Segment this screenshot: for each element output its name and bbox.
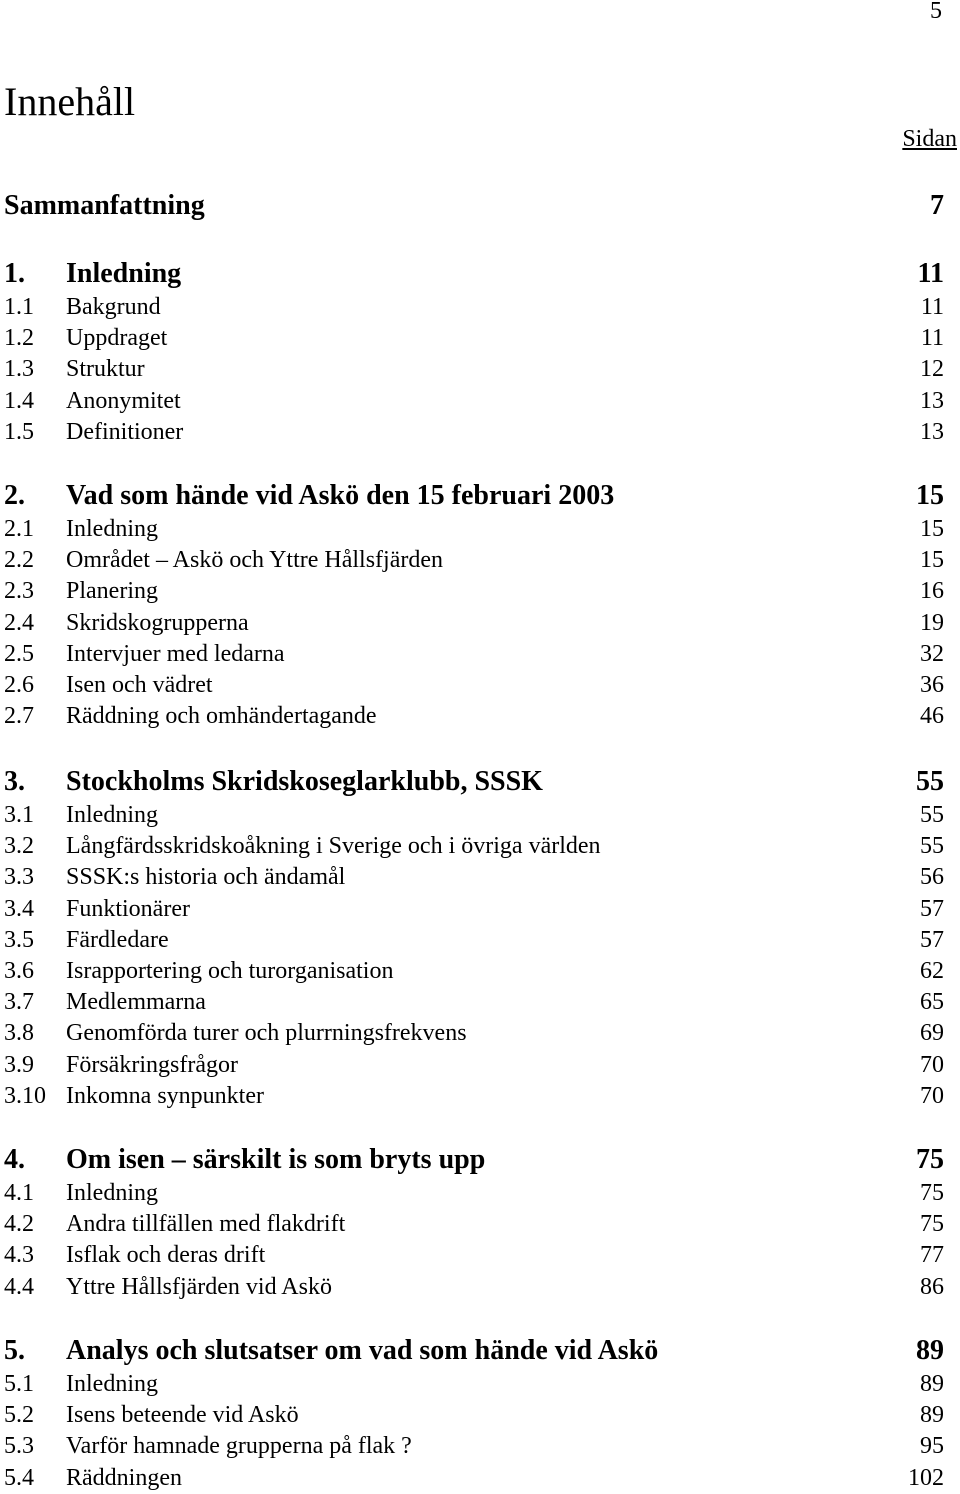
page-title: Innehåll: [4, 79, 136, 124]
toc-entry-row[interactable]: [4, 386, 944, 417]
toc-entry-row[interactable]: [4, 701, 944, 732]
toc-chapter-number: 4.: [4, 1144, 25, 1175]
toc-entry-row[interactable]: [4, 639, 944, 670]
toc-entry-number: 2.6: [4, 671, 34, 698]
toc-page-number: 11: [920, 325, 944, 352]
toc-page-number: 89: [920, 1402, 944, 1429]
toc-entry-row[interactable]: [4, 1018, 944, 1049]
toc-page-number: 19: [920, 609, 944, 636]
toc-entry-row[interactable]: [4, 417, 944, 448]
toc-entry-row[interactable]: [4, 894, 944, 925]
toc-entry-label: Inledning: [66, 516, 158, 542]
toc-entry-row[interactable]: [4, 354, 944, 385]
toc-entry-label: Varför hamnade grupperna på flak ?: [66, 1433, 412, 1460]
toc-entry-label: Området – Askö och Yttre Hållsfjärden: [66, 547, 444, 574]
toc-entry-number: 5.3: [4, 1433, 34, 1460]
toc-entry-number: 3.4: [4, 895, 34, 922]
toc-entry-number: 2.1: [4, 516, 34, 542]
toc-entry-number: 1.1: [4, 294, 34, 320]
toc-entry-label: Intervjuer med ledarna: [66, 640, 285, 667]
toc-entry-number: 2.3: [4, 578, 34, 605]
toc-entry-number: 2.4: [4, 609, 34, 636]
toc-entry-row[interactable]: [4, 1400, 944, 1431]
toc-entry-row[interactable]: [4, 545, 944, 576]
toc-page-number: 95: [920, 1433, 944, 1460]
toc-chapter-row[interactable]: [4, 764, 944, 800]
toc-entry-row[interactable]: [4, 1431, 944, 1462]
toc-entry-row[interactable]: [4, 956, 944, 987]
toc-page-number: 32: [920, 640, 944, 667]
toc-entry-row[interactable]: [4, 1369, 944, 1400]
toc-page-number: 56: [920, 864, 944, 891]
toc-page-number: 13: [920, 387, 944, 414]
toc-section: [4, 1142, 944, 1303]
toc-entry-label: Definitioner: [66, 418, 184, 445]
toc-entry-label: Långfärdsskridskoåkning i Sverige och i övriga världen: [66, 833, 601, 860]
toc-section: [4, 764, 944, 1112]
toc-page-number: 12: [920, 356, 944, 383]
toc-entry-number: 3.7: [4, 989, 34, 1016]
toc-entry-row[interactable]: [4, 292, 944, 323]
toc-page-number: 57: [920, 895, 944, 922]
toc-entry-number: 3.3: [4, 864, 34, 891]
toc-entry-row[interactable]: [4, 1050, 944, 1081]
toc-entry-number: 3.5: [4, 926, 34, 953]
toc-page-number: 57: [920, 926, 944, 953]
toc-chapter-number: 1.: [4, 258, 25, 289]
toc-entry-label: Uppdraget: [66, 325, 168, 352]
toc-entry-label: Medlemmarna: [66, 989, 206, 1016]
toc-chapter-number: 2.: [4, 480, 25, 511]
toc-entry-label: Planering: [66, 578, 158, 605]
toc-entry-label: Färdledare: [66, 926, 169, 953]
toc-entry-label: Bakgrund: [66, 294, 161, 320]
toc-page-number: 11: [920, 294, 944, 320]
toc-page-number: 55: [916, 766, 944, 797]
toc-entry-row[interactable]: [4, 670, 944, 701]
toc-entry-number: 5.2: [4, 1402, 34, 1429]
toc-entry-row[interactable]: [4, 1240, 944, 1271]
toc-entry-row[interactable]: [4, 800, 944, 831]
toc-page-number: 46: [920, 703, 944, 730]
toc-entry-number: 1.2: [4, 325, 34, 352]
toc-entry-row[interactable]: [4, 323, 944, 354]
toc-entry-number: 3.8: [4, 1020, 34, 1047]
toc-chapter-title: Om isen – särskilt is som bryts upp: [66, 1144, 486, 1175]
toc-entry-row[interactable]: [4, 576, 944, 607]
toc-entry-label: Israpportering och turorganisation: [66, 957, 394, 984]
toc-entry-label: Andra tillfällen med flakdrift: [66, 1211, 346, 1238]
toc-entry-number: 3.2: [4, 833, 34, 860]
toc-entry-label: Inkomna synpunkter: [66, 1082, 264, 1109]
toc-chapter-number: 3.: [4, 766, 25, 797]
toc-entry-label: Skridskogrupperna: [66, 609, 249, 636]
toc-page-number: 77: [920, 1242, 944, 1269]
toc-entry-label: Genomförda turer och plurrningsfrekvens: [66, 1020, 467, 1047]
page-column-label: Sidan: [902, 126, 957, 152]
page-number: 5: [930, 0, 942, 24]
toc-entry-label: Isflak och deras drift: [66, 1242, 266, 1269]
toc-entry-label: Funktionärer: [66, 895, 190, 922]
toc-page-number: 15: [920, 547, 944, 574]
toc-page-number: 11: [917, 258, 944, 289]
toc-page-number: 13: [920, 418, 944, 445]
toc-page-number: 102: [908, 1464, 944, 1491]
toc-entry-number: 5.1: [4, 1371, 34, 1397]
toc-entry-label: Inledning: [66, 1180, 158, 1206]
toc-entry-label: Räddning och omhändertagande: [66, 703, 377, 730]
toc-entry-number: 1.4: [4, 387, 34, 414]
toc-page-number: 15: [920, 516, 944, 542]
toc-section: [4, 478, 944, 732]
toc-entry-row[interactable]: [4, 925, 944, 956]
toc-chapter-row[interactable]: [4, 1142, 944, 1178]
toc-page-number: 70: [920, 1082, 944, 1109]
toc-chapter-row[interactable]: [4, 256, 944, 292]
toc-page-number: 65: [920, 989, 944, 1016]
toc-entry-number: 1.5: [4, 418, 34, 445]
toc-entry-number: 3.1: [4, 802, 34, 828]
toc-entry-number: 2.2: [4, 547, 34, 574]
toc-chapter-row[interactable]: [4, 478, 944, 514]
toc-entry-row[interactable]: [4, 1178, 944, 1209]
toc-entry-label: Struktur: [66, 356, 145, 383]
toc-entry-number: 3.10: [4, 1082, 46, 1109]
toc-page-number: 75: [916, 1144, 944, 1175]
toc-page-number: 36: [920, 671, 944, 698]
toc-chapter-title: Stockholms Skridskoseglarklubb, SSSK: [66, 766, 543, 797]
toc-entry-label: Inledning: [66, 1371, 158, 1397]
toc-page-number: 55: [920, 833, 944, 860]
toc-chapter-title: Vad som hände vid Askö den 15 februari 2003: [66, 480, 615, 511]
toc-entry-row[interactable]: [4, 1209, 944, 1240]
toc-entry-number: 4.1: [4, 1180, 34, 1206]
toc-entry-row[interactable]: [4, 1081, 944, 1112]
toc-entry-number: 4.4: [4, 1273, 34, 1300]
toc-entry-label: SSSK:s historia och ändamål: [66, 864, 346, 891]
toc-page-number: 86: [920, 1273, 944, 1300]
toc-page-number: 75: [920, 1180, 944, 1206]
toc-entry-label: Inledning: [66, 802, 158, 828]
toc-entry-label: Räddningen: [66, 1464, 182, 1491]
toc-chapter-title: Analys och slutsatser om vad som hände vid Askö: [66, 1335, 659, 1366]
toc-entry-label: Anonymitet: [66, 387, 181, 414]
toc-entry-number: 1.3: [4, 356, 34, 383]
toc-section: [4, 1333, 944, 1494]
toc-page-number: 69: [920, 1020, 944, 1047]
toc-page-number: 89: [920, 1371, 944, 1397]
toc-entry-row[interactable]: [4, 514, 944, 545]
toc-entry-row[interactable]: [4, 1272, 944, 1303]
toc-page-number: 55: [920, 802, 944, 828]
toc-entry-number: 5.4: [4, 1464, 34, 1491]
toc-entry-number: 4.2: [4, 1211, 34, 1238]
toc-page-number: 15: [916, 480, 944, 511]
toc-page-number: 62: [920, 957, 944, 984]
toc-entry-row[interactable]: [4, 831, 944, 862]
toc-summary-label: Sammanfattning: [4, 190, 205, 221]
toc-entry-label: Yttre Hållsfjärden vid Askö: [66, 1273, 332, 1300]
toc-entry-row[interactable]: [4, 862, 944, 893]
toc-entry-label: Försäkringsfrågor: [66, 1051, 238, 1078]
toc-page-number: 75: [920, 1211, 944, 1238]
toc-entry-number: 4.3: [4, 1242, 34, 1269]
toc-page-number: 70: [920, 1051, 944, 1078]
toc-entry-label: Isen och vädret: [66, 671, 213, 698]
toc-page-number: 89: [916, 1335, 944, 1366]
toc-page-number: 16: [920, 578, 944, 605]
toc-chapter-row[interactable]: [4, 1333, 944, 1369]
toc-entry-row[interactable]: [4, 608, 944, 639]
toc-entry-row[interactable]: [4, 987, 944, 1018]
toc-page-number: 7: [930, 190, 944, 221]
toc-entry-number: 2.7: [4, 703, 34, 730]
toc-summary-row[interactable]: [4, 188, 944, 222]
toc-section: [4, 256, 944, 448]
toc-entry-label: Isens beteende vid Askö: [66, 1402, 299, 1429]
toc-entry-number: 2.5: [4, 640, 34, 667]
toc-chapter-number: 5.: [4, 1335, 25, 1366]
toc-entry-number: 3.6: [4, 957, 34, 984]
toc-entry-number: 3.9: [4, 1051, 34, 1078]
toc-entry-row[interactable]: [4, 1463, 944, 1494]
toc-chapter-title: Inledning: [66, 258, 182, 289]
